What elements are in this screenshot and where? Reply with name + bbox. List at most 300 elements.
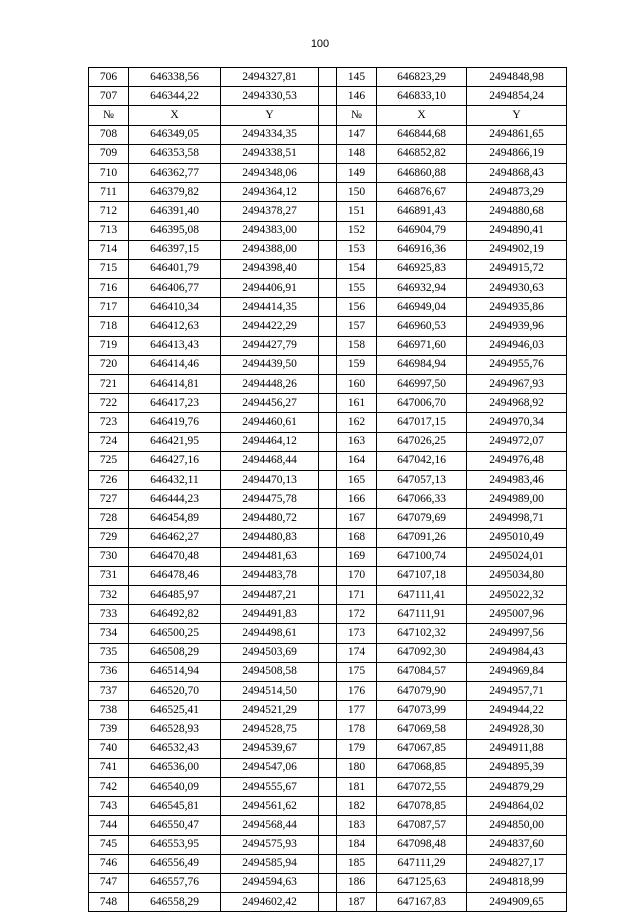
x-left: 646397,15	[129, 240, 221, 259]
y-left: 2494388,00	[221, 240, 319, 259]
point-number-left: 745	[89, 835, 129, 854]
column-gap	[319, 893, 337, 912]
column-gap	[319, 87, 337, 106]
y-left: 2494338,51	[221, 144, 319, 163]
column-gap	[319, 701, 337, 720]
point-number-left: 732	[89, 586, 129, 605]
point-number-left: 721	[89, 375, 129, 394]
x-right: 646904,79	[377, 221, 467, 240]
y-right: 2494984,43	[467, 643, 567, 662]
column-gap	[319, 163, 337, 182]
point-number-right: 162	[337, 413, 377, 432]
table-row	[89, 144, 567, 163]
y-right: 2494909,65	[467, 893, 567, 912]
y-left: 2494348,06	[221, 163, 319, 182]
x-right: 646844,68	[377, 125, 467, 144]
table-row	[89, 854, 567, 873]
column-gap	[319, 394, 337, 413]
point-number-right: 174	[337, 643, 377, 662]
x-left: 646508,29	[129, 643, 221, 662]
point-number-left: 738	[89, 701, 129, 720]
y-left: 2494330,53	[221, 87, 319, 106]
column-gap	[319, 816, 337, 835]
x-left: 646478,46	[129, 566, 221, 585]
x-right: 647073,99	[377, 701, 467, 720]
x-right: 646971,60	[377, 336, 467, 355]
column-gap	[319, 375, 337, 394]
y-right: 2494967,93	[467, 375, 567, 394]
x-right: 647098,48	[377, 835, 467, 854]
point-number-right: 168	[337, 528, 377, 547]
column-gap	[319, 432, 337, 451]
y-left: 2494480,72	[221, 509, 319, 528]
point-number-left: 747	[89, 873, 129, 892]
y-left: 2494383,00	[221, 221, 319, 240]
x-left: 646550,47	[129, 816, 221, 835]
y-right: 2494970,34	[467, 413, 567, 432]
x-left: 646421,95	[129, 432, 221, 451]
point-number-right: 172	[337, 605, 377, 624]
table-row	[89, 873, 567, 892]
point-number-right: 175	[337, 662, 377, 681]
point-number-right: 176	[337, 682, 377, 701]
column-gap	[319, 279, 337, 298]
x-right: 646852,82	[377, 144, 467, 163]
x-right: 647057,13	[377, 470, 467, 489]
point-number-left: 730	[89, 547, 129, 566]
y-left: 2494555,67	[221, 777, 319, 796]
point-number-right: 164	[337, 451, 377, 470]
point-number-left: 720	[89, 355, 129, 374]
x-right: 646823,29	[377, 68, 467, 87]
table-row	[89, 221, 567, 240]
point-number-left: 728	[89, 509, 129, 528]
point-number-right: 187	[337, 893, 377, 912]
y-right: 2494880,68	[467, 202, 567, 221]
y-left: 2494547,06	[221, 758, 319, 777]
point-number-right: 163	[337, 432, 377, 451]
y-right: 2494944,22	[467, 701, 567, 720]
column-gap	[319, 144, 337, 163]
column-gap	[319, 720, 337, 739]
point-number-right: 178	[337, 720, 377, 739]
column-gap	[319, 240, 337, 259]
y-right: 2494930,63	[467, 279, 567, 298]
point-number-right: 161	[337, 394, 377, 413]
y-left: 2494487,21	[221, 586, 319, 605]
y-right: 2495007,96	[467, 605, 567, 624]
x-left: 646528,93	[129, 720, 221, 739]
table-row	[89, 413, 567, 432]
column-gap	[319, 566, 337, 585]
point-number-left: 733	[89, 605, 129, 624]
point-number-right: 184	[337, 835, 377, 854]
x-right: 646960,53	[377, 317, 467, 336]
x-right: 646949,04	[377, 298, 467, 317]
table-row	[89, 547, 567, 566]
table-row	[89, 624, 567, 643]
x-left: 646556,49	[129, 854, 221, 873]
x-left: 646492,82	[129, 605, 221, 624]
point-number-right: 152	[337, 221, 377, 240]
point-number-left: 715	[89, 259, 129, 278]
x-left: 646532,43	[129, 739, 221, 758]
column-gap	[319, 643, 337, 662]
point-number-left: 722	[89, 394, 129, 413]
point-number-right: 149	[337, 163, 377, 182]
point-number-left: 706	[89, 68, 129, 87]
y-right: 2494935,86	[467, 298, 567, 317]
point-number-right: 182	[337, 797, 377, 816]
column-gap	[319, 624, 337, 643]
point-number-left: 743	[89, 797, 129, 816]
column-gap	[319, 68, 337, 87]
y-right: 2494968,92	[467, 394, 567, 413]
x-left: 646417,23	[129, 394, 221, 413]
header-number-right: №	[337, 106, 377, 125]
header-y-left: Y	[221, 106, 319, 125]
table-row	[89, 701, 567, 720]
point-number-right: 148	[337, 144, 377, 163]
table-row	[89, 355, 567, 374]
x-left: 646545,81	[129, 797, 221, 816]
column-gap	[319, 739, 337, 758]
x-left: 646395,08	[129, 221, 221, 240]
column-gap	[319, 451, 337, 470]
point-number-right: 170	[337, 566, 377, 585]
table-row	[89, 259, 567, 278]
header-x-left: X	[129, 106, 221, 125]
x-left: 646391,40	[129, 202, 221, 221]
y-left: 2494414,35	[221, 298, 319, 317]
x-right: 647092,30	[377, 643, 467, 662]
table-row	[89, 394, 567, 413]
y-left: 2494470,13	[221, 470, 319, 489]
table-row	[89, 163, 567, 182]
table-row	[89, 777, 567, 796]
x-left: 646485,97	[129, 586, 221, 605]
point-number-right: 146	[337, 87, 377, 106]
x-right: 647111,91	[377, 605, 467, 624]
table-header-row	[89, 106, 567, 125]
point-number-left: 719	[89, 336, 129, 355]
point-number-left: 714	[89, 240, 129, 259]
y-left: 2494561,62	[221, 797, 319, 816]
y-left: 2494468,44	[221, 451, 319, 470]
x-right: 646876,67	[377, 183, 467, 202]
point-number-left: 739	[89, 720, 129, 739]
y-left: 2494475,78	[221, 490, 319, 509]
point-number-left: 712	[89, 202, 129, 221]
table-row	[89, 509, 567, 528]
x-left: 646540,09	[129, 777, 221, 796]
y-left: 2494422,29	[221, 317, 319, 336]
point-number-left: 729	[89, 528, 129, 547]
x-right: 647067,85	[377, 739, 467, 758]
y-right: 2495022,32	[467, 586, 567, 605]
column-gap	[319, 470, 337, 489]
point-number-left: 717	[89, 298, 129, 317]
x-left: 646362,77	[129, 163, 221, 182]
y-left: 2494456,27	[221, 394, 319, 413]
x-left: 646520,70	[129, 682, 221, 701]
y-left: 2494508,58	[221, 662, 319, 681]
y-left: 2494378,27	[221, 202, 319, 221]
y-left: 2494575,93	[221, 835, 319, 854]
x-right: 647042,16	[377, 451, 467, 470]
point-number-left: 746	[89, 854, 129, 873]
x-right: 646984,94	[377, 355, 467, 374]
x-left: 646470,48	[129, 547, 221, 566]
column-gap	[319, 202, 337, 221]
column-gap	[319, 125, 337, 144]
table-row	[89, 720, 567, 739]
table-row	[89, 240, 567, 259]
x-right: 647100,74	[377, 547, 467, 566]
x-left: 646500,25	[129, 624, 221, 643]
y-right: 2494873,29	[467, 183, 567, 202]
table-row	[89, 336, 567, 355]
y-right: 2494902,19	[467, 240, 567, 259]
point-number-right: 145	[337, 68, 377, 87]
y-left: 2494491,83	[221, 605, 319, 624]
y-right: 2494957,71	[467, 682, 567, 701]
table-row	[89, 451, 567, 470]
column-gap	[319, 528, 337, 547]
point-number-right: 166	[337, 490, 377, 509]
table-row	[89, 893, 567, 912]
point-number-right: 183	[337, 816, 377, 835]
y-right: 2494997,56	[467, 624, 567, 643]
x-right: 647006,70	[377, 394, 467, 413]
point-number-left: 718	[89, 317, 129, 336]
x-left: 646338,56	[129, 68, 221, 87]
x-left: 646353,58	[129, 144, 221, 163]
table-row	[89, 125, 567, 144]
point-number-right: 177	[337, 701, 377, 720]
point-number-right: 154	[337, 259, 377, 278]
y-right: 2494983,46	[467, 470, 567, 489]
x-left: 646412,63	[129, 317, 221, 336]
x-left: 646413,43	[129, 336, 221, 355]
y-left: 2494528,75	[221, 720, 319, 739]
y-left: 2494448,26	[221, 375, 319, 394]
x-left: 646410,34	[129, 298, 221, 317]
y-right: 2495010,49	[467, 528, 567, 547]
x-right: 647079,90	[377, 682, 467, 701]
table-row	[89, 470, 567, 489]
point-number-right: 147	[337, 125, 377, 144]
point-number-left: 724	[89, 432, 129, 451]
y-right: 2494939,96	[467, 317, 567, 336]
x-right: 646932,94	[377, 279, 467, 298]
point-number-left: 744	[89, 816, 129, 835]
x-right: 647078,85	[377, 797, 467, 816]
column-gap	[319, 854, 337, 873]
column-gap	[319, 298, 337, 317]
y-right: 2494895,39	[467, 758, 567, 777]
y-left: 2494439,50	[221, 355, 319, 374]
point-number-right: 171	[337, 586, 377, 605]
y-left: 2494481,63	[221, 547, 319, 566]
point-number-left: 709	[89, 144, 129, 163]
point-number-right: 167	[337, 509, 377, 528]
point-number-right: 153	[337, 240, 377, 259]
column-gap	[319, 221, 337, 240]
column-gap	[319, 509, 337, 528]
point-number-left: 735	[89, 643, 129, 662]
y-right: 2494946,03	[467, 336, 567, 355]
x-left: 646414,46	[129, 355, 221, 374]
table-row	[89, 835, 567, 854]
table-row	[89, 279, 567, 298]
x-right: 646997,50	[377, 375, 467, 394]
point-number-left: 725	[89, 451, 129, 470]
point-number-left: 740	[89, 739, 129, 758]
x-left: 646432,11	[129, 470, 221, 489]
x-left: 646406,77	[129, 279, 221, 298]
table-row	[89, 87, 567, 106]
point-number-right: 157	[337, 317, 377, 336]
coordinates-table	[88, 67, 567, 912]
x-right: 647091,26	[377, 528, 467, 547]
header-y-right: Y	[467, 106, 567, 125]
point-number-right: 180	[337, 758, 377, 777]
x-right: 647079,69	[377, 509, 467, 528]
table-row	[89, 566, 567, 585]
y-right: 2494969,84	[467, 662, 567, 681]
point-number-right: 159	[337, 355, 377, 374]
column-gap	[319, 355, 337, 374]
y-left: 2494483,78	[221, 566, 319, 585]
point-number-right: 158	[337, 336, 377, 355]
x-left: 646419,76	[129, 413, 221, 432]
point-number-left: 748	[89, 893, 129, 912]
table-row	[89, 202, 567, 221]
point-number-left: 711	[89, 183, 129, 202]
y-right: 2494972,07	[467, 432, 567, 451]
y-right: 2494864,02	[467, 797, 567, 816]
x-left: 646553,95	[129, 835, 221, 854]
x-right: 647026,25	[377, 432, 467, 451]
table-row	[89, 183, 567, 202]
table-row	[89, 528, 567, 547]
point-number-left: 713	[89, 221, 129, 240]
table-row	[89, 68, 567, 87]
point-number-left: 727	[89, 490, 129, 509]
x-right: 647111,29	[377, 854, 467, 873]
point-number-right: 151	[337, 202, 377, 221]
y-left: 2494498,61	[221, 624, 319, 643]
point-number-right: 186	[337, 873, 377, 892]
x-left: 646462,27	[129, 528, 221, 547]
x-left: 646379,82	[129, 183, 221, 202]
point-number-right: 173	[337, 624, 377, 643]
point-number-left: 736	[89, 662, 129, 681]
column-gap	[319, 605, 337, 624]
column-gap	[319, 758, 337, 777]
table-row	[89, 797, 567, 816]
column-gap	[319, 547, 337, 566]
column-gap	[319, 682, 337, 701]
x-right: 646925,83	[377, 259, 467, 278]
column-gap	[319, 835, 337, 854]
x-right: 647084,57	[377, 662, 467, 681]
y-left: 2494334,35	[221, 125, 319, 144]
y-left: 2494460,61	[221, 413, 319, 432]
column-gap	[319, 662, 337, 681]
x-right: 647111,41	[377, 586, 467, 605]
x-right: 646916,36	[377, 240, 467, 259]
y-left: 2494514,50	[221, 682, 319, 701]
y-right: 2494868,43	[467, 163, 567, 182]
table-row	[89, 682, 567, 701]
y-right: 2495034,80	[467, 566, 567, 585]
y-right: 2494976,48	[467, 451, 567, 470]
y-right: 2494989,00	[467, 490, 567, 509]
table-row	[89, 317, 567, 336]
column-gap	[319, 336, 337, 355]
point-number-right: 156	[337, 298, 377, 317]
column-gap	[319, 797, 337, 816]
y-left: 2494327,81	[221, 68, 319, 87]
point-number-left: 716	[89, 279, 129, 298]
x-right: 646891,43	[377, 202, 467, 221]
table-row	[89, 605, 567, 624]
x-right: 647087,57	[377, 816, 467, 835]
table-row	[89, 739, 567, 758]
column-gap	[319, 106, 337, 125]
page-number: 100	[310, 38, 330, 50]
point-number-left: 734	[89, 624, 129, 643]
x-right: 646833,10	[377, 87, 467, 106]
x-left: 646349,05	[129, 125, 221, 144]
table-row	[89, 298, 567, 317]
x-right: 646860,88	[377, 163, 467, 182]
y-right: 2494890,41	[467, 221, 567, 240]
y-right: 2494998,71	[467, 509, 567, 528]
point-number-right: 165	[337, 470, 377, 489]
y-left: 2494364,12	[221, 183, 319, 202]
column-gap	[319, 183, 337, 202]
y-right: 2494861,65	[467, 125, 567, 144]
x-right: 647102,32	[377, 624, 467, 643]
y-right: 2494866,19	[467, 144, 567, 163]
point-number-right: 185	[337, 854, 377, 873]
y-left: 2494594,63	[221, 873, 319, 892]
x-left: 646557,76	[129, 873, 221, 892]
y-left: 2494480,83	[221, 528, 319, 547]
table-row	[89, 643, 567, 662]
point-number-right: 169	[337, 547, 377, 566]
y-right: 2494928,30	[467, 720, 567, 739]
table-row	[89, 662, 567, 681]
y-left: 2494539,67	[221, 739, 319, 758]
x-right: 647069,58	[377, 720, 467, 739]
y-right: 2494837,60	[467, 835, 567, 854]
x-left: 646525,41	[129, 701, 221, 720]
y-left: 2494503,69	[221, 643, 319, 662]
y-left: 2494521,29	[221, 701, 319, 720]
point-number-left: 737	[89, 682, 129, 701]
x-left: 646401,79	[129, 259, 221, 278]
y-right: 2494915,72	[467, 259, 567, 278]
header-x-right: X	[377, 106, 467, 125]
x-right: 647125,63	[377, 873, 467, 892]
x-right: 647167,83	[377, 893, 467, 912]
y-left: 2494585,94	[221, 854, 319, 873]
y-right: 2494850,00	[467, 816, 567, 835]
